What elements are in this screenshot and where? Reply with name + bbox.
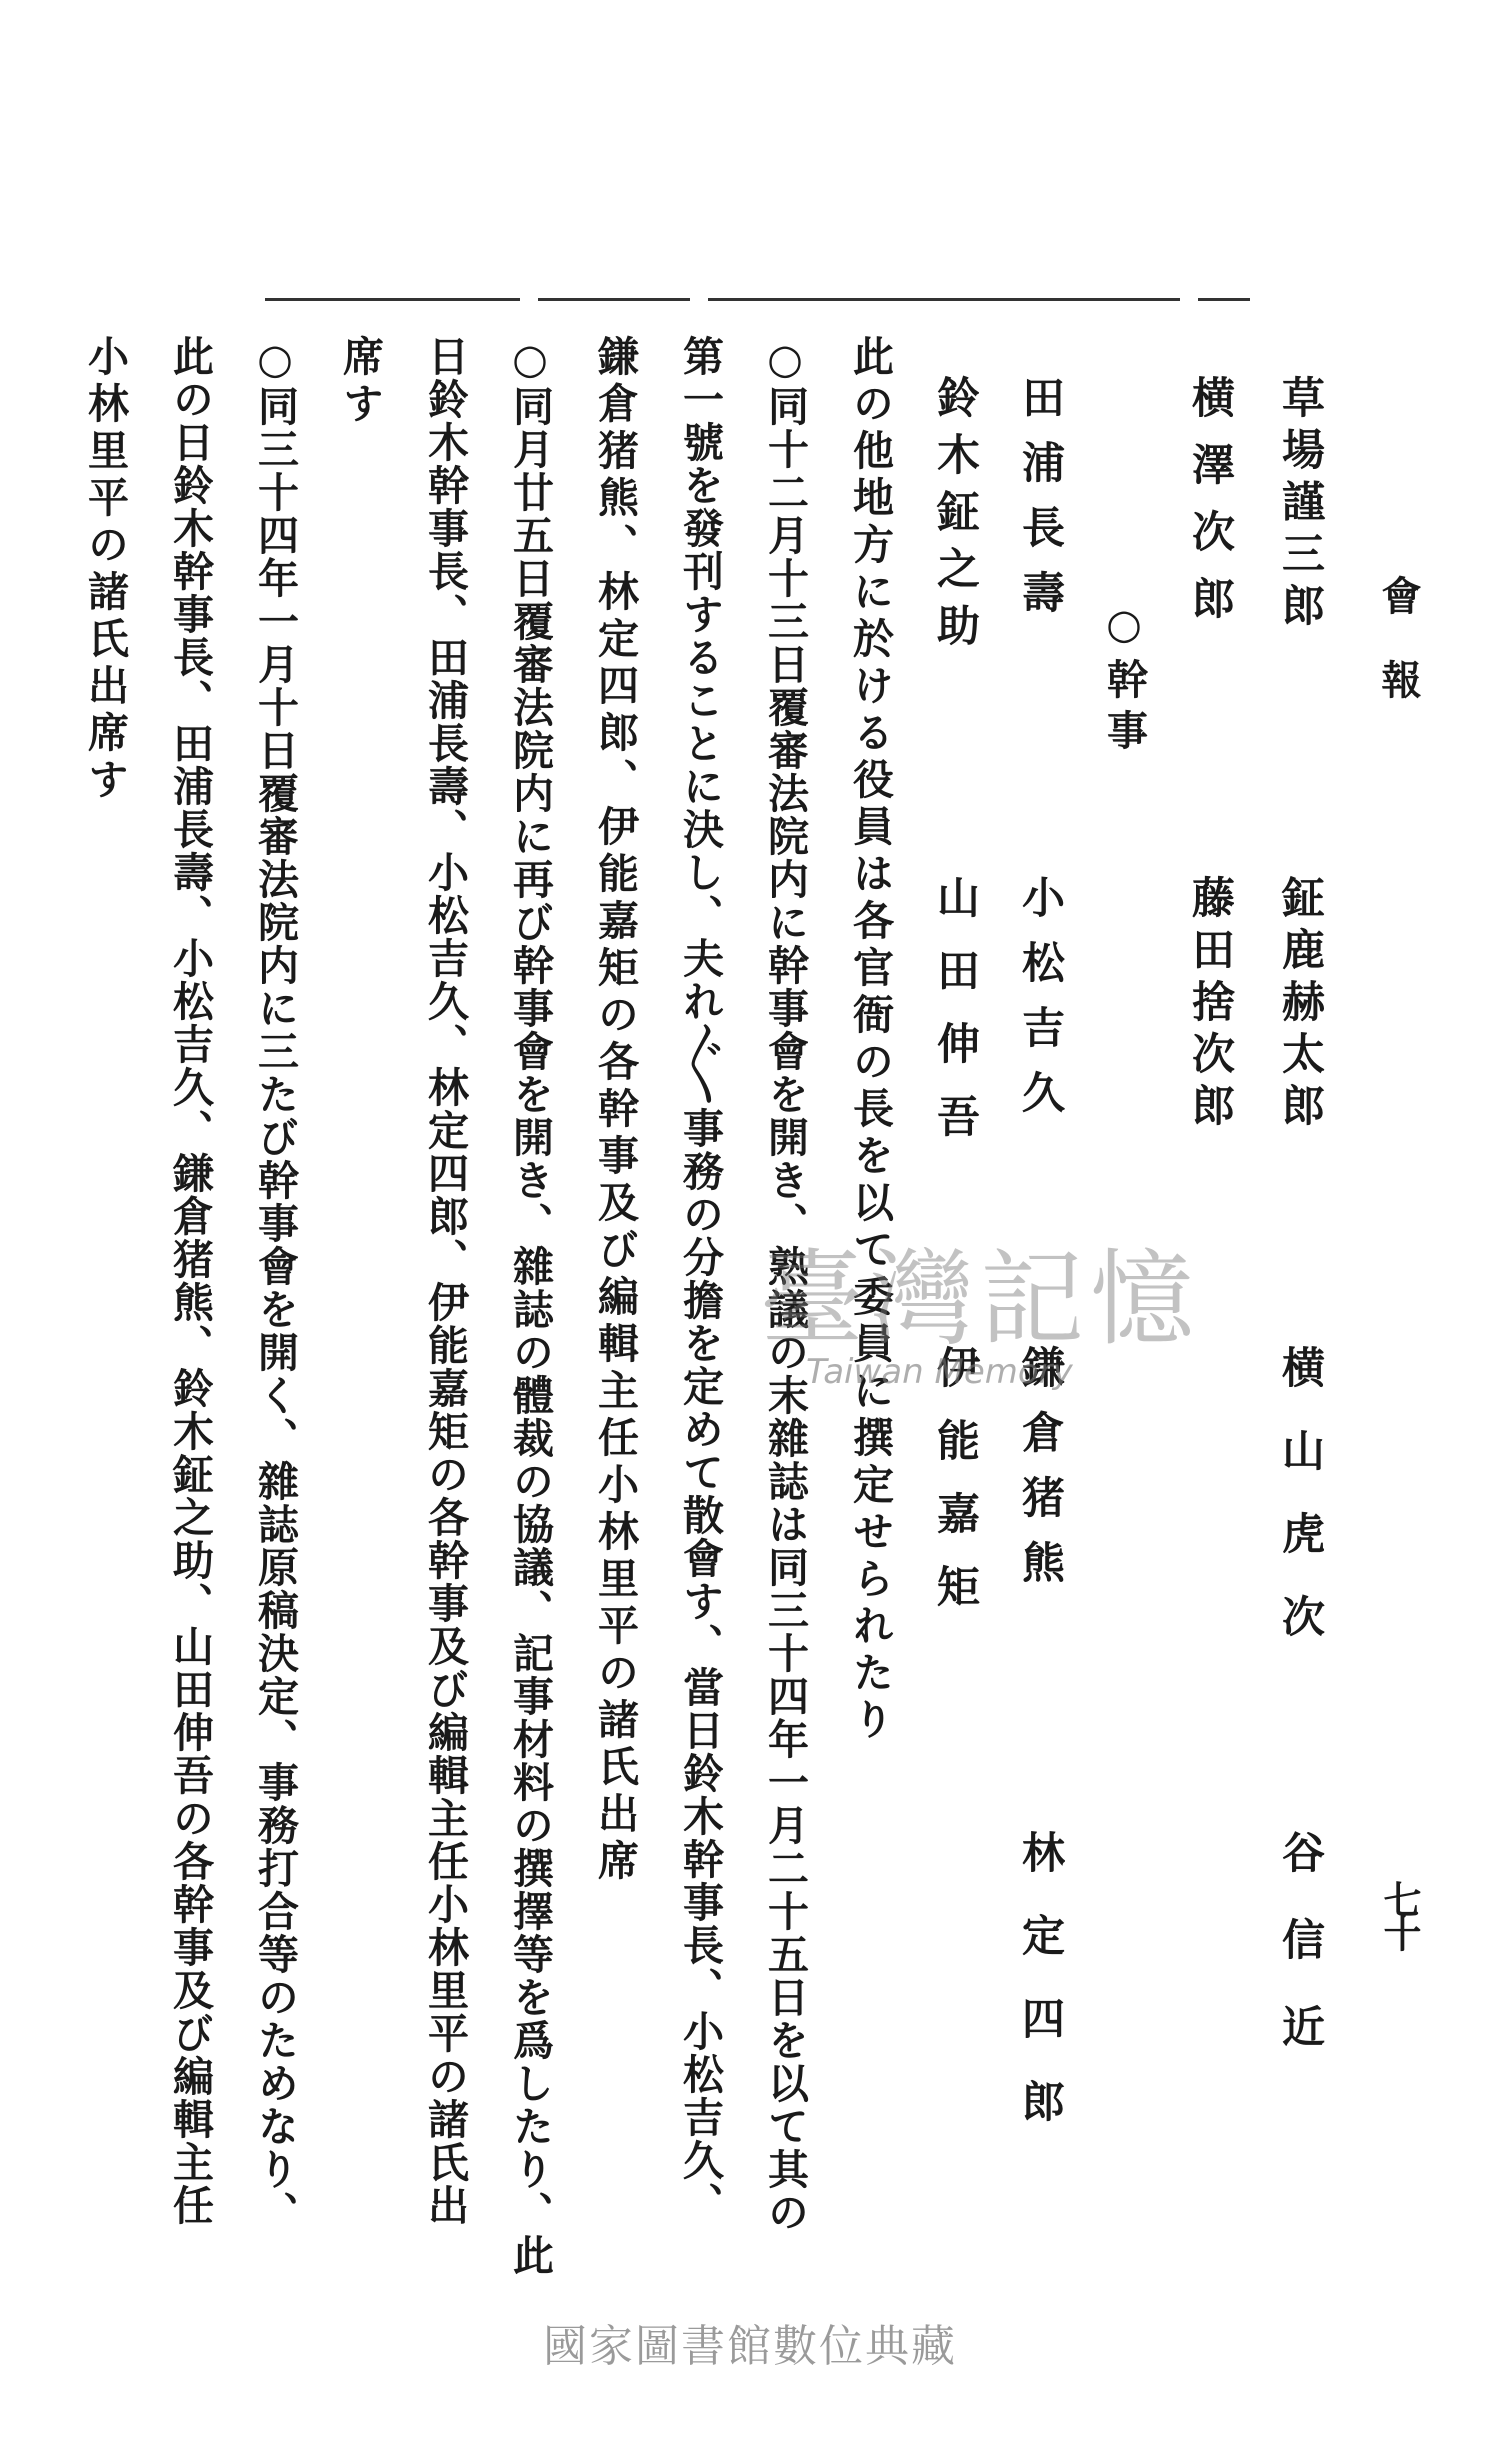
page-number: 七十 xyxy=(1377,1880,1422,1948)
section-heading-kanji: ○幹事 xyxy=(1100,600,1148,760)
kanji-name: 山田伸吾 xyxy=(930,875,980,1167)
header-rule xyxy=(265,298,1250,301)
kanji-name: 鈴木鉦之助 xyxy=(930,375,980,660)
body-line: 席す xyxy=(336,335,384,429)
body-line: 此の他地方に於ける役員は各官衙の長を以て委員に撰定せられたり xyxy=(846,335,894,1745)
body-line: ○同月廿五日覆審法院内に再び幹事會を開き、雜誌の體裁の協議、記事材料の撰擇等を爲したり、此 xyxy=(506,335,554,2277)
kanji-name: 小松吉久 xyxy=(1015,875,1065,1135)
rule-break xyxy=(1180,294,1198,304)
member-name: 草場謹三郎 xyxy=(1275,375,1325,635)
kanji-name: 鎌倉猪熊 xyxy=(1015,1345,1065,1605)
watermark-subtitle: Taiwan Memory xyxy=(806,1352,1073,1392)
body-line: 第一號を發刊することに決し、夫れ〴〵事務の分擔を定めて散會す、當日鈴木幹事長、小松吉久、 xyxy=(676,335,724,2225)
rule-break xyxy=(520,294,538,304)
rule-break xyxy=(690,294,708,304)
footer-credit: 國家圖書館數位典藏 xyxy=(543,2321,957,2372)
kanji-name: 林定四郎 xyxy=(1015,1830,1065,2162)
member-name: 谷信近 xyxy=(1275,1830,1325,2091)
watermark-logo: 臺灣記憶 xyxy=(760,1238,1201,1360)
kanji-name: 田浦長壽 xyxy=(1015,375,1065,635)
page-header-title: 會報 xyxy=(1375,575,1422,743)
body-line: ○同三十四年一月十日覆審法院内に三たび幹事會を開く、雜誌原稿決定、事務打合等のためなり、 xyxy=(251,335,299,2234)
kanji-name: 伊能嘉矩 xyxy=(930,1345,980,1637)
member-name: 横澤次郎 xyxy=(1185,375,1235,643)
body-line: 此の日鈴木幹事長、田浦長壽、小松吉久、鎌倉猪熊、鈴木鉦之助、山田伸吾の各幹事及び編輯主任 xyxy=(166,335,214,2227)
member-name: 鉦鹿赫太郎 xyxy=(1275,875,1325,1135)
body-line: 鎌倉猪熊、林定四郎、伊能嘉矩の各幹事及び編輯主任小林里平の諸氏出席 xyxy=(591,335,639,1886)
member-name: 藤田捨次郎 xyxy=(1185,875,1235,1135)
body-line: ○同十二月十三日覆審法院内に幹事會を開き、熟議の末雜誌は同三十四年一月二十五日を以て其の xyxy=(761,335,809,2234)
body-line: 日鈴木幹事長、田浦長壽、小松吉久、林定四郎、伊能嘉矩の各幹事及び編輯主任小林里平の諸氏出 xyxy=(421,335,469,2227)
member-name: 横山虎次 xyxy=(1275,1345,1325,1677)
body-line: 小林里平の諸氏出席す xyxy=(81,335,129,805)
